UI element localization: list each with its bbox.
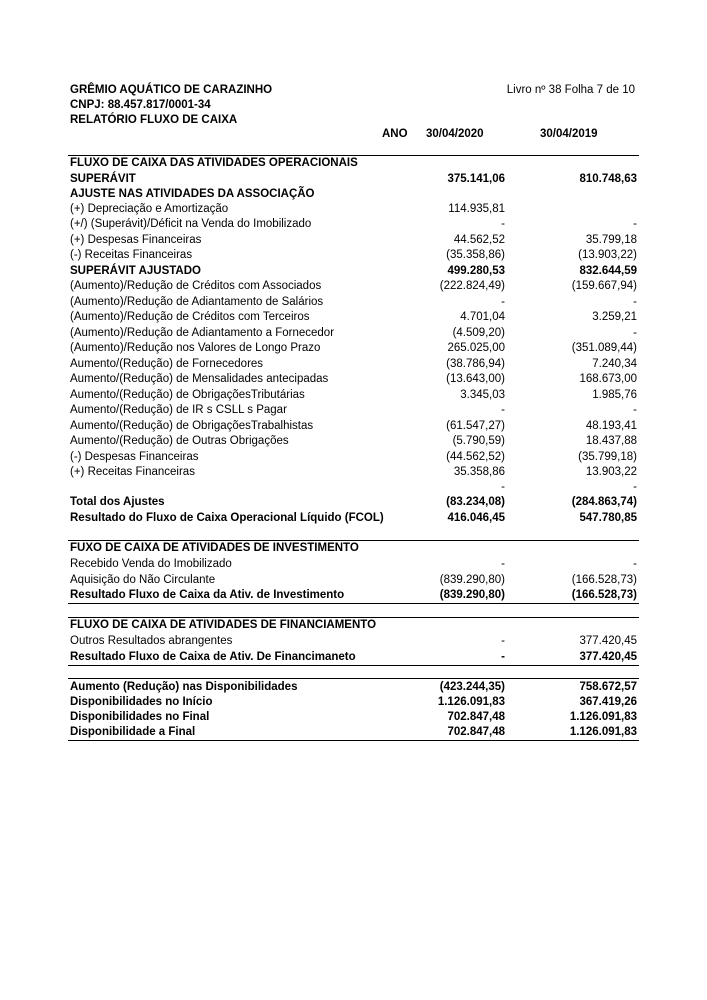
- table-row: SUPERÁVIT AJUSTADO 499.280,53 832.644,59: [70, 265, 637, 277]
- table-row: (+) Despesas Financeiras 44.562,52 35.799,18: [70, 234, 637, 246]
- table-row: AJUSTE NAS ATIVIDADES DA ASSOCIAÇÃO: [70, 188, 315, 200]
- table-row: - -: [501, 481, 637, 493]
- table-row: Aquisição do Não Circulante (839.290,80) (166.528,73): [70, 574, 637, 586]
- divider: [68, 603, 639, 604]
- table-row: FLUXO DE CAIXA DAS ATIVIDADES OPERACIONAIS: [70, 157, 358, 169]
- table-row: (Aumento)/Redução de Adiantamento a Fornecedor (4.509,20) -: [70, 327, 637, 339]
- cnpj: CNPJ: 88.457.817/0001-34: [70, 99, 211, 111]
- table-row: Aumento/(Redução) de Mensalidades antecipadas (13.643,00) 168.673,00: [70, 373, 637, 385]
- table-row: (Aumento)/Redução de Adiantamento de Salários - -: [70, 296, 637, 308]
- book-info: Livro nº 38 Folha 7 de 10: [506, 84, 635, 96]
- table-row: (+) Receitas Financeiras 35.358,86 13.903,22: [70, 466, 637, 478]
- report-header: [70, 83, 272, 128]
- table-row: Aumento/(Redução) de ObrigaçõesTrabalhistas (61.547,27) 48.193,41: [70, 420, 637, 432]
- table-row: FUXO DE CAIXA DE ATIVIDADES DE INVESTIMENTO: [70, 542, 359, 554]
- table-row: (+/) (Superávit)/Déficit na Venda do Imobilizado - -: [70, 218, 637, 230]
- column-header-2020: 30/04/2020: [426, 128, 484, 140]
- table-row: (-) Receitas Financeiras (35.358,86) (13.903,22): [70, 249, 637, 261]
- table-row: Resultado do Fluxo de Caixa Operacional Líquido (FCOL) 416.046,45 547.780,85: [70, 512, 637, 524]
- table-row: Disponibilidades no Início 1.126.091,83 367.419,26: [70, 696, 637, 708]
- table-row: (Aumento)/Redução de Créditos com Associados (222.824,49) (159.667,94): [70, 280, 637, 292]
- table-row: Total dos Ajustes (83.234,08) (284.863,74): [70, 496, 637, 508]
- table-row: Aumento/(Redução) de IR s CSLL s Pagar - -: [70, 404, 637, 416]
- table-row: Aumento/(Redução) de ObrigaçõesTributárias 3.345,03 1.985,76: [70, 389, 637, 401]
- table-row: Recebido Venda do Imobilizado - -: [70, 558, 637, 570]
- table-row: Disponibilidade a Final 702.847,48 1.126.091,83: [70, 726, 637, 738]
- table-row: Outros Resultados abrangentes - 377.420,45: [70, 635, 637, 647]
- table-row: Aumento/(Redução) de Outras Obrigações (5.790,59) 18.437,88: [70, 435, 637, 447]
- column-header-ano: ANO: [382, 128, 408, 140]
- table-row: Disponibilidades no Final 702.847,48 1.126.091,83: [70, 711, 637, 723]
- table-row: FLUXO DE CAIXA DE ATIVIDADES DE FINANCIAMENTO: [70, 619, 377, 631]
- table-row: (Aumento)/Redução de Créditos com Terceiros 4.701,04 3.259,21: [70, 311, 637, 323]
- table-row: (Aumento)/Redução nos Valores de Longo Prazo 265.025,00 (351.089,44): [70, 342, 637, 354]
- report-title: RELATÓRIO FLUXO DE CAIXA: [70, 114, 238, 126]
- table-row: (+) Depreciação e Amortização 114.935,81: [70, 203, 505, 215]
- table-row: Resultado Fluxo de Caixa de Ativ. De Financimaneto - 377.420,45: [70, 651, 637, 663]
- column-header-2019: 30/04/2019: [540, 128, 598, 140]
- table-row: Aumento (Redução) nas Disponibilidades (423.244,35) 758.672,57: [70, 681, 637, 693]
- table-row: Aumento/(Redução) de Fornecedores (38.786,94) 7.240,34: [70, 358, 637, 370]
- divider: [68, 740, 639, 741]
- table-row: SUPERÁVIT 375.141,06 810.748,63: [70, 173, 637, 185]
- table-row: (-) Despesas Financeiras (44.562,52) (35.799,18): [70, 451, 637, 463]
- divider: [68, 665, 639, 666]
- table-row: Resultado Fluxo de Caixa da Ativ. de Investimento (839.290,80) (166.528,73): [70, 589, 637, 601]
- organization-name: GRÊMIO AQUÁTICO DE CARAZINHO: [70, 84, 273, 96]
